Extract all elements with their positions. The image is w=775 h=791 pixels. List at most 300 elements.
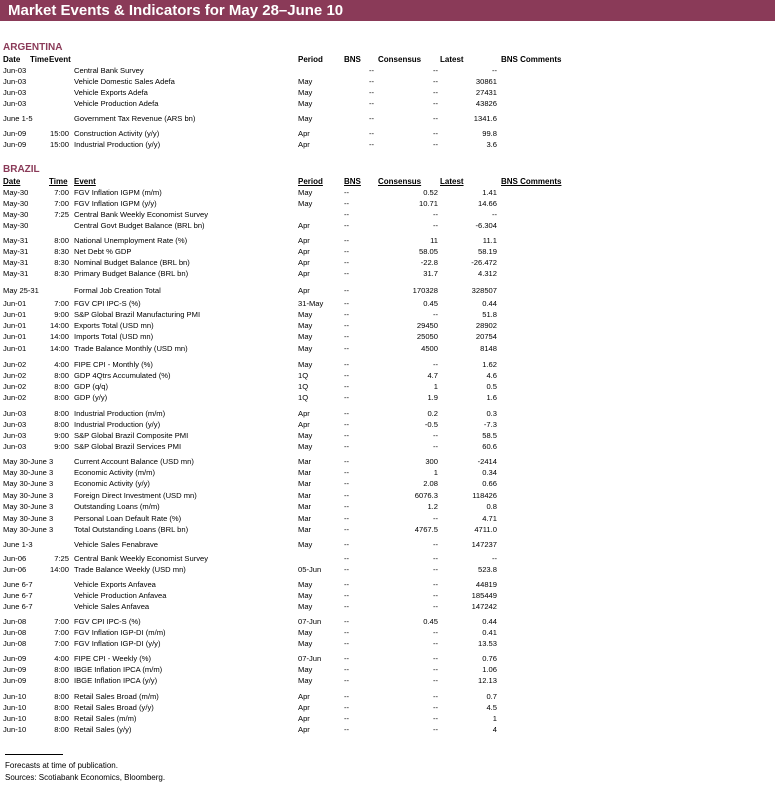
cell-event: Vehicle Exports Anfavea (74, 580, 156, 589)
cell-event: FGV Inflation IGP-DI (y/y) (74, 639, 161, 648)
table-row (0, 236, 775, 246)
cell-consensus: -- (432, 676, 438, 685)
cell-latest: 4 (492, 725, 497, 734)
cell-consensus: -- (432, 88, 438, 97)
cell-period: May (298, 540, 313, 549)
cell-event: FGV Inflation IGP-DI (m/m) (74, 628, 166, 637)
col-latest: Latest (440, 177, 464, 186)
cell-period: Mar (298, 479, 312, 488)
cell-bns: -- (344, 540, 350, 549)
cell-date: Jun-08 (3, 617, 27, 626)
table-row (0, 286, 775, 296)
cell-bns: -- (344, 382, 350, 391)
cell-consensus: 0.45 (423, 299, 438, 308)
cell-date: Jun-03 (3, 442, 27, 451)
cell-time: 7:00 (54, 628, 69, 637)
cell-bns: -- (344, 525, 350, 534)
cell-consensus: -- (432, 654, 438, 663)
cell-latest: 185449 (471, 591, 497, 600)
cell-period: Apr (298, 286, 310, 295)
cell-event: Government Tax Revenue (ARS bn) (74, 114, 196, 123)
cell-latest: 118426 (472, 491, 497, 500)
cell-time: 9:00 (54, 431, 69, 440)
cell-period: May (298, 99, 313, 108)
cell-time: 14:00 (49, 565, 69, 574)
cell-latest: 147237 (471, 540, 497, 549)
table-row (0, 502, 775, 512)
cell-event: Vehicle Domestic Sales Adefa (74, 77, 175, 86)
cell-latest: -6.304 (475, 221, 497, 230)
cell-event: FGV Inflation IGPM (m/m) (74, 188, 162, 197)
table-row (0, 247, 775, 257)
cell-event: GDP (y/y) (74, 393, 108, 402)
cell-time: 8:00 (54, 409, 69, 418)
cell-bns: -- (344, 247, 350, 256)
cell-bns: -- (369, 66, 375, 75)
cell-period: May (298, 591, 313, 600)
cell-latest: 14.66 (477, 199, 497, 208)
cell-date: May 25-31 (3, 286, 39, 295)
cell-time: 7:00 (54, 639, 69, 648)
cell-consensus: -- (432, 540, 438, 549)
cell-bns: -- (344, 602, 350, 611)
section-title-brazil: BRAZIL (3, 164, 40, 175)
cell-latest: 4.312 (477, 269, 497, 278)
footnote-rule (5, 754, 63, 755)
cell-bns: -- (344, 310, 350, 319)
cell-date: Jun-03 (3, 66, 27, 75)
cell-date: Jun-03 (3, 77, 27, 86)
cell-date: May-30 (3, 199, 29, 208)
cell-latest: 12.13 (477, 676, 497, 685)
cell-date: Jun-09 (3, 140, 27, 149)
cell-consensus: 4767.5 (414, 525, 438, 534)
cell-consensus: -- (432, 725, 438, 734)
cell-event: Formal Job Creation Total (74, 286, 161, 295)
cell-period: May (298, 188, 313, 197)
cell-consensus: -- (432, 602, 438, 611)
cell-date: May-31 (3, 236, 29, 245)
table-row (0, 617, 775, 627)
cell-event: S&P Global Brazil Composite PMI (74, 431, 189, 440)
cell-event: Retail Sales Broad (y/y) (74, 703, 154, 712)
cell-time: 8:30 (54, 269, 69, 278)
cell-event: IBGE Inflation IPCA (y/y) (74, 676, 158, 685)
cell-event: FGV CPI IPC-S (%) (74, 299, 141, 308)
table-row (0, 665, 775, 675)
cell-bns: -- (344, 269, 350, 278)
cell-consensus: -- (432, 514, 438, 523)
cell-bns: -- (369, 129, 375, 138)
cell-date: Jun-08 (3, 639, 27, 648)
table-row (0, 565, 775, 575)
cell-bns: -- (344, 442, 350, 451)
table-row (0, 554, 775, 564)
cell-period: Mar (298, 468, 312, 477)
col-time: Time (49, 177, 68, 186)
cell-bns: -- (344, 286, 350, 295)
cell-consensus: -- (432, 66, 438, 75)
cell-consensus: 1 (433, 382, 438, 391)
cell-consensus: 25050 (416, 332, 438, 341)
cell-consensus: 0.2 (427, 409, 438, 418)
cell-bns: -- (344, 714, 350, 723)
table-row (0, 258, 775, 268)
cell-date: Jun-03 (3, 88, 27, 97)
cell-consensus: -- (432, 431, 438, 440)
cell-latest: 13.53 (477, 639, 497, 648)
cell-time: 8:00 (54, 714, 69, 723)
cell-event: FGV CPI IPC-S (%) (74, 617, 141, 626)
cell-period: 07-Jun (298, 617, 322, 626)
cell-bns: -- (344, 371, 350, 380)
cell-event: Vehicle Production Anfavea (74, 591, 167, 600)
cell-latest: 11.1 (482, 236, 497, 245)
cell-bns: -- (344, 676, 350, 685)
cell-bns: -- (344, 514, 350, 523)
cell-event: Central Bank Survey (74, 66, 144, 75)
cell-time: 8:30 (54, 258, 69, 267)
table-row (0, 514, 775, 524)
cell-period: Mar (298, 525, 312, 534)
cell-bns: -- (344, 468, 350, 477)
cell-bns: -- (344, 332, 350, 341)
cell-event: Economic Activity (m/m) (74, 468, 156, 477)
cell-bns: -- (344, 479, 350, 488)
cell-bns: -- (344, 236, 350, 245)
cell-date: May 30-June 3 (3, 468, 54, 477)
table-row (0, 431, 775, 441)
cell-consensus: -- (432, 129, 438, 138)
cell-time: 15:00 (49, 140, 69, 149)
cell-period: Apr (298, 247, 310, 256)
cell-period: 1Q (298, 393, 309, 402)
table-row (0, 725, 775, 735)
cell-event: FGV Inflation IGPM (y/y) (74, 199, 157, 208)
table-row (0, 491, 775, 501)
cell-date: June 1-3 (3, 540, 33, 549)
cell-date: Jun-06 (3, 554, 27, 563)
col-comments: BNS Comments (501, 55, 562, 64)
cell-bns: -- (344, 457, 350, 466)
page-title: Market Events & Indicators for May 28–June 10 (8, 2, 344, 19)
cell-date: Jun-01 (3, 310, 27, 319)
footnote-sources: Sources: Scotiabank Economics, Bloomberg. (5, 773, 166, 782)
cell-consensus: -- (432, 310, 438, 319)
table-row (0, 714, 775, 724)
cell-date: Jun-01 (3, 321, 27, 330)
cell-latest: 20754 (475, 332, 497, 341)
cell-date: Jun-01 (3, 344, 27, 353)
col-latest: Latest (440, 55, 464, 64)
table-row (0, 580, 775, 590)
table-row (0, 409, 775, 419)
cell-event: Current Account Balance (USD mn) (74, 457, 194, 466)
cell-consensus: -- (432, 565, 438, 574)
cell-latest: 1.6 (486, 393, 497, 402)
cell-time: 4:00 (54, 654, 69, 663)
cell-bns: -- (344, 258, 350, 267)
cell-consensus: 2.08 (423, 479, 438, 488)
cell-consensus: -- (432, 591, 438, 600)
cell-event: FIPE CPI - Monthly (%) (74, 360, 153, 369)
cell-date: Jun-09 (3, 676, 27, 685)
cell-bns: -- (344, 554, 350, 563)
table-row (0, 344, 775, 354)
cell-period: May (298, 344, 313, 353)
cell-consensus: -- (432, 360, 438, 369)
cell-period: Mar (298, 491, 312, 500)
cell-latest: 0.7 (486, 692, 497, 701)
cell-date: May 30-June 3 (3, 502, 54, 511)
table-row (0, 382, 775, 392)
cell-event: Outstanding Loans (m/m) (74, 502, 160, 511)
cell-time: 9:00 (54, 310, 69, 319)
cell-latest: 99.8 (482, 129, 497, 138)
cell-date: Jun-10 (3, 703, 27, 712)
cell-date: May-31 (3, 269, 29, 278)
cell-latest: 0.76 (482, 654, 497, 663)
cell-period: Apr (298, 725, 310, 734)
cell-period: May (298, 77, 313, 86)
cell-period: Apr (298, 140, 310, 149)
cell-consensus: 1 (433, 468, 438, 477)
cell-period: 1Q (298, 382, 309, 391)
cell-period: May (298, 321, 313, 330)
cell-latest: 523.8 (477, 565, 497, 574)
cell-period: May (298, 628, 313, 637)
cell-latest: 1 (492, 714, 497, 723)
cell-period: May (298, 88, 313, 97)
cell-period: 07-Jun (298, 654, 322, 663)
cell-event: Total Outstanding Loans (BRL bn) (74, 525, 189, 534)
cell-latest: 51.8 (482, 310, 497, 319)
cell-event: Construction Activity (y/y) (74, 129, 160, 138)
cell-time: 8:30 (54, 247, 69, 256)
col-period: Period (298, 55, 323, 64)
cell-latest: 0.3 (486, 409, 497, 418)
cell-consensus: -0.5 (424, 420, 438, 429)
cell-event: IBGE Inflation IPCA (m/m) (74, 665, 163, 674)
table-row (0, 420, 775, 430)
cell-bns: -- (344, 725, 350, 734)
cell-bns: -- (344, 703, 350, 712)
cell-date: May 30-June 3 (3, 457, 54, 466)
cell-period: Apr (298, 409, 310, 418)
table-row (0, 299, 775, 309)
section-title-argentina: ARGENTINA (3, 42, 63, 53)
cell-consensus: -- (432, 442, 438, 451)
cell-latest: 4711.0 (474, 525, 497, 534)
col-date: Date (3, 177, 21, 186)
cell-bns: -- (344, 692, 350, 701)
col-consensus: Consensus (378, 177, 422, 186)
table-row (0, 88, 775, 98)
cell-latest: 4.71 (482, 514, 497, 523)
cell-date: June 6-7 (3, 580, 33, 589)
table-header-argentina (0, 55, 775, 65)
cell-event: Vehicle Sales Anfavea (74, 602, 150, 611)
cell-event: Primary Budget Balance (BRL bn) (74, 269, 189, 278)
cell-period: May (298, 360, 313, 369)
cell-consensus: 0.52 (423, 188, 438, 197)
cell-time: 7:00 (54, 199, 69, 208)
cell-consensus: 4.7 (427, 371, 438, 380)
cell-event: Economic Activity (y/y) (74, 479, 150, 488)
table-row (0, 479, 775, 489)
cell-period: May (298, 442, 313, 451)
cell-period: 05-Jun (298, 565, 322, 574)
cell-date: Jun-03 (3, 99, 27, 108)
cell-latest: 28902 (475, 321, 497, 330)
cell-time: 8:00 (54, 676, 69, 685)
cell-bns: -- (369, 99, 375, 108)
cell-latest: 43826 (475, 99, 497, 108)
cell-consensus: 170328 (412, 286, 438, 295)
cell-date: May 30-June 3 (3, 491, 54, 500)
cell-consensus: 0.45 (423, 617, 438, 626)
cell-latest: -- (491, 66, 497, 75)
table-row (0, 140, 775, 150)
col-event: Event (49, 55, 71, 64)
cell-date: Jun-02 (3, 360, 27, 369)
cell-time: 14:00 (49, 332, 69, 341)
cell-period: Apr (298, 129, 310, 138)
cell-date: May-30 (3, 188, 29, 197)
cell-latest: 44819 (475, 580, 497, 589)
table-row (0, 321, 775, 331)
cell-consensus: -22.8 (420, 258, 438, 267)
col-comments: BNS Comments (501, 177, 562, 186)
cell-date: May 30-June 3 (3, 514, 54, 523)
cell-latest: 1.41 (482, 188, 497, 197)
cell-period: Apr (298, 236, 310, 245)
cell-time: 14:00 (49, 344, 69, 353)
table-row (0, 540, 775, 550)
cell-consensus: 300 (425, 457, 438, 466)
cell-latest: 60.6 (482, 442, 497, 451)
cell-date: May-30 (3, 221, 29, 230)
cell-event: Trade Balance Weekly (USD mn) (74, 565, 186, 574)
cell-consensus: -- (432, 114, 438, 123)
cell-date: May 30-June 3 (3, 479, 54, 488)
cell-time: 8:00 (54, 382, 69, 391)
table-row (0, 188, 775, 198)
cell-consensus: -- (432, 580, 438, 589)
cell-latest: -7.3 (483, 420, 497, 429)
cell-period: May (298, 676, 313, 685)
cell-latest: 0.44 (482, 617, 497, 626)
cell-event: GDP (q/q) (74, 382, 109, 391)
cell-period: Mar (298, 502, 312, 511)
cell-date: Jun-02 (3, 393, 27, 402)
cell-period: Apr (298, 714, 310, 723)
cell-event: Trade Balance Monthly (USD mn) (74, 344, 188, 353)
col-time: Time (30, 55, 49, 64)
cell-latest: 0.44 (482, 299, 497, 308)
table-row (0, 442, 775, 452)
cell-period: May (298, 431, 313, 440)
cell-event: Industrial Production (m/m) (74, 409, 166, 418)
cell-consensus: -- (432, 140, 438, 149)
cell-bns: -- (344, 565, 350, 574)
table-row (0, 602, 775, 612)
cell-time: 8:00 (54, 692, 69, 701)
table-row (0, 457, 775, 467)
cell-bns: -- (344, 591, 350, 600)
table-row (0, 269, 775, 279)
cell-consensus: 6076.3 (414, 491, 438, 500)
cell-date: June 6-7 (3, 602, 33, 611)
cell-latest: 58.19 (477, 247, 497, 256)
cell-bns: -- (344, 580, 350, 589)
cell-latest: 0.34 (482, 468, 497, 477)
table-row (0, 199, 775, 209)
cell-bns: -- (344, 344, 350, 353)
cell-event: Central Govt Budget Balance (BRL bn) (74, 221, 205, 230)
cell-bns: -- (344, 409, 350, 418)
cell-latest: 30861 (475, 77, 497, 86)
cell-latest: 0.66 (482, 479, 497, 488)
cell-date: Jun-10 (3, 692, 27, 701)
cell-consensus: -- (432, 77, 438, 86)
cell-time: 8:00 (54, 703, 69, 712)
cell-latest: 4.5 (486, 703, 497, 712)
cell-consensus: 58.05 (418, 247, 438, 256)
cell-date: Jun-09 (3, 665, 27, 674)
cell-date: June 1-5 (3, 114, 33, 123)
cell-date: Jun-03 (3, 409, 27, 418)
cell-time: 7:25 (54, 210, 69, 219)
cell-period: 1Q (298, 371, 309, 380)
table-row (0, 221, 775, 231)
cell-latest: 27431 (475, 88, 497, 97)
table-row (0, 692, 775, 702)
cell-latest: -26.472 (471, 258, 497, 267)
cell-date: Jun-10 (3, 725, 27, 734)
cell-bns: -- (344, 420, 350, 429)
cell-bns: -- (344, 431, 350, 440)
cell-bns: -- (369, 114, 375, 123)
cell-consensus: -- (432, 628, 438, 637)
cell-latest: 3.6 (486, 140, 497, 149)
cell-consensus: -- (432, 714, 438, 723)
table-header-brazil (0, 177, 775, 187)
cell-bns: -- (344, 665, 350, 674)
cell-date: Jun-08 (3, 628, 27, 637)
cell-event: Central Bank Weekly Economist Survey (74, 210, 209, 219)
cell-bns: -- (369, 140, 375, 149)
table-row (0, 591, 775, 601)
cell-time: 14:00 (49, 321, 69, 330)
table-row (0, 703, 775, 713)
table-row (0, 676, 775, 686)
cell-bns: -- (344, 299, 350, 308)
cell-date: May 30-June 3 (3, 525, 54, 534)
cell-event: Retail Sales (m/m) (74, 714, 137, 723)
col-event: Event (74, 177, 96, 186)
cell-date: May-30 (3, 210, 29, 219)
cell-time: 7:00 (54, 617, 69, 626)
cell-latest: 58.5 (482, 431, 497, 440)
cell-time: 8:00 (54, 665, 69, 674)
cell-latest: -- (491, 210, 497, 219)
cell-latest: 1.62 (482, 360, 497, 369)
cell-time: 15:00 (49, 129, 69, 138)
cell-bns: -- (344, 210, 350, 219)
table-row (0, 210, 775, 220)
cell-period: Mar (298, 457, 312, 466)
